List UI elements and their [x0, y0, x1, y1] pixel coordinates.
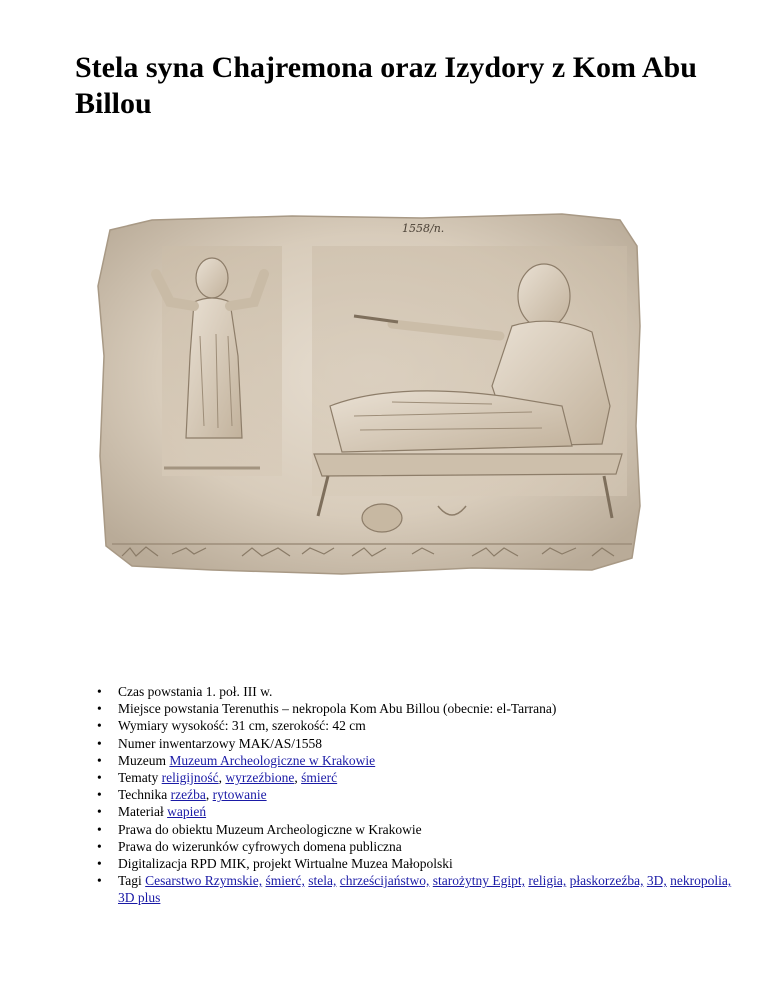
detail-wymiary: • Wymiary wysokość: 31 cm, szerokość: 42 cm: [97, 718, 366, 734]
detail-prawa-wizerunki: • Prawa do wizerunków cyfrowych domena publiczna: [97, 838, 402, 854]
detail-miejsce: • Miejsce powstania Terenuthis – nekropola Kom Abu Billou (obecnie: el-Tarrana): [97, 701, 557, 717]
link-tag[interactable]: rytowanie: [212, 787, 267, 803]
bullet-icon: •: [97, 821, 102, 837]
detail-technika: • Technika rzeźba, rytowanie: [97, 787, 267, 803]
link-tag[interactable]: śmierć,: [265, 873, 305, 889]
link-tag[interactable]: nekropolia,: [670, 873, 732, 889]
detail-numer: • Numer inwentarzowy MAK/AS/1558: [97, 735, 322, 751]
link-tag[interactable]: starożytny Egipt,: [432, 873, 525, 889]
bullet-icon: •: [97, 735, 102, 751]
bullet-icon: •: [97, 684, 102, 699]
detail-czas: • Czas powstania 1. poł. III w.: [97, 684, 273, 699]
bullet-icon: •: [97, 873, 102, 889]
stela-relief-image: [92, 206, 652, 584]
detail-material: • Materiał wapień: [97, 804, 207, 820]
link-tag[interactable]: Cesarstwo Rzymskie,: [145, 873, 263, 889]
bullet-icon: •: [97, 718, 102, 734]
detail-prawa-obiekt: • Prawa do obiektu Muzeum Archeologiczne w Krakowie: [97, 821, 422, 837]
link-tag[interactable]: wyrzeźbione: [225, 770, 295, 786]
link-tag[interactable]: religijność: [161, 770, 219, 786]
detail-tematy: • Tematy religijność, wyrzeźbione, śmierć: [97, 770, 338, 786]
bullet-icon: •: [97, 804, 102, 820]
detail-tagi: • Tagi Cesarstwo Rzymskie, śmierć, stela, chrześcijaństwo, starożytny Egipt, religia, płaskorzeźba, 3D, nekropolia, 3D plus: [97, 873, 732, 906]
link-tag[interactable]: religia,: [528, 873, 567, 889]
link-tag[interactable]: rzeźba: [170, 787, 206, 803]
bullet-icon: •: [97, 838, 102, 854]
bullet-icon: •: [97, 701, 102, 717]
link-tag[interactable]: płaskorzeźba,: [569, 873, 644, 889]
page-title: Stela syna Chajremona oraz Izydory z Kom Abu Billou: [75, 51, 697, 120]
link-tag[interactable]: śmierć: [301, 770, 338, 786]
bullet-icon: •: [97, 787, 102, 803]
link-material[interactable]: wapień: [167, 804, 207, 820]
bullet-icon: •: [97, 856, 102, 872]
link-tag[interactable]: stela,: [308, 873, 337, 889]
link-muzeum[interactable]: Muzeum Archeologiczne w Krakowie: [169, 752, 376, 768]
object-details-list: [97, 683, 737, 907]
detail-muzeum: • Muzeum Muzeum Archeologiczne w Krakowie: [97, 752, 376, 768]
detail-digitalizacja: • Digitalizacja RPD MIK, projekt Wirtualne Muzea Małopolski: [97, 856, 453, 872]
bullet-icon: •: [97, 770, 102, 786]
bullet-icon: •: [97, 752, 102, 768]
inventory-mark: 1558/n.: [402, 222, 445, 235]
link-tag[interactable]: chrześcijaństwo,: [339, 873, 430, 889]
link-tag[interactable]: 3D plus: [118, 890, 161, 906]
link-tag[interactable]: 3D,: [646, 873, 667, 889]
stela-photo: [92, 206, 652, 584]
